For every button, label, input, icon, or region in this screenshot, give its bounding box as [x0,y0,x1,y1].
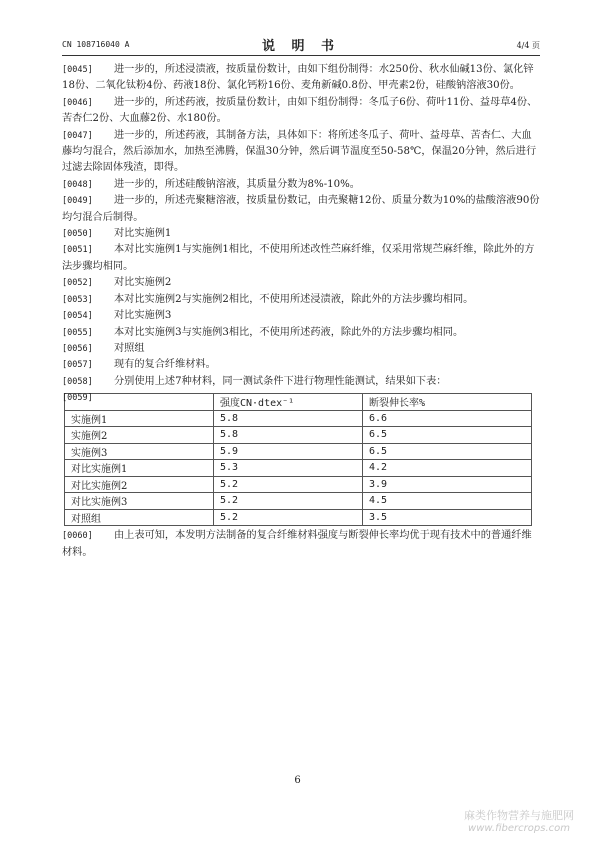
paragraph-0054 [62,308,540,324]
paragraph-text: 对比实施例3 [114,310,172,322]
paragraph-0048 [62,177,540,193]
table-cell: 3.5 [363,509,532,526]
table-cell: 6.6 [363,410,532,427]
table-row [65,509,532,526]
paragraph-0047 [62,128,540,177]
paragraph-0052 [62,275,540,291]
paragraph-text: 本对比实施例2与实施例2相比，不使用所述浸渍液，除此外的方法步骤均相同。 [114,293,474,305]
site-watermark [449,807,589,834]
paragraph-number: [0058] [62,376,93,387]
paragraph-number: [0048] [62,179,93,190]
table-row [65,493,532,510]
table-row [65,476,532,493]
table-header-row [65,394,532,411]
paragraph-number: [0057] [62,360,93,371]
table-cell: 5.8 [214,427,363,444]
results-table [64,393,532,526]
table-header-cell: 强度CN·dtex⁻¹ [214,394,363,411]
table-cell: 实施例1 [65,410,214,427]
paragraph-0055 [62,325,540,341]
paragraph-0045 [62,62,540,95]
table-cell: 5.2 [214,476,363,493]
table-row [65,460,532,477]
table-cell: 4.2 [363,460,532,477]
paragraph-0053 [62,292,540,308]
paragraph-0057 [62,357,540,373]
paragraph-0049 [62,193,540,226]
paragraph-text: 本对比实施例3与实施例3相比，不使用所述药液，除此外的方法步骤均相同。 [114,326,464,338]
publication-number: CN 108716040 A [62,40,130,49]
paragraph-0051 [62,242,540,275]
paragraph-text: 进一步的，所述壳聚糖溶液，按质量份数记，由壳聚糖12份、质量分数为10%的盐酸溶液90份均匀混合后制得。 [62,195,540,223]
paragraph-number: [0051] [62,245,93,256]
table-cell: 实施例3 [65,443,214,460]
table-cell: 6.5 [363,443,532,460]
table-cell: 6.5 [363,427,532,444]
table-cell: 4.5 [363,493,532,510]
table-header-cell: 断裂伸长率% [363,394,532,411]
paragraph-number: [0054] [62,311,93,322]
page-info: 4/4 页 [516,41,540,50]
document-title: 说 明 书 [261,39,341,54]
paragraph-number: [0060] [62,531,93,542]
paragraph-text: 对比实施例2 [114,277,172,289]
paragraph-number: [0052] [62,278,93,289]
table-cell: 5.9 [214,443,363,460]
table-row [65,427,532,444]
paragraph-number: [0053] [62,294,93,305]
paragraph-text: 对比实施例1 [114,228,172,240]
paragraph-0050 [62,226,540,242]
table-cell: 5.2 [214,509,363,526]
paragraph-number: [0045] [62,65,93,75]
page-number: 6 [294,775,301,786]
paragraph-0046 [62,95,540,128]
page-header [62,35,540,56]
paragraph-number: [0047] [62,130,93,141]
table-cell: 5.2 [214,493,363,510]
paragraph-0056 [62,341,540,357]
paragraph-number: [0056] [62,343,93,354]
watermark-title: 麻类作物营养与施肥网 [464,809,574,822]
paragraph-text: 进一步的，所述浸渍液，按质量份数计，由如下组份制得：水250份、秋水仙碱13份、氯化锌18份、二氧化钛粉4份、药液18份、氯化钙粉16份、麦角新碱0.8份、甲壳素2份，硅酸钠溶液30份。 [62,64,534,92]
paragraph-text: 由上表可知，本发明方法制备的复合纤维材料强度与断裂伸长率均优于现有技术中的普通纤维材料。 [62,530,532,558]
paragraph-0060 [62,528,540,561]
table-cell: 对比实施例2 [65,476,214,493]
paragraph-text: 进一步的，所述硅酸钠溶液，其质量分数为8%-10%。 [114,178,360,190]
paragraph-number: [0059] [62,393,93,404]
table-cell: 5.3 [214,460,363,477]
paragraph-number: [0050] [62,229,93,240]
table-cell: 5.8 [214,410,363,427]
table-cell: 对比实施例3 [65,493,214,510]
paragraph-text: 现有的复合纤维材料。 [114,359,216,371]
paragraph-text: 分别使用上述7种材料，同一测试条件下进行物理性能测试，结果如下表： [114,375,447,387]
paragraph-text: 对照组 [114,342,145,354]
table-cell: 3.9 [363,476,532,493]
table-cell: 对比实施例1 [65,460,214,477]
paragraph-number: [0055] [62,327,93,338]
table-row [65,443,532,460]
paragraph-text: 本对比实施例1与实施例1相比，不使用所述改性苎麻纤维，仅采用常规苎麻纤维，除此外的方法步骤均相同。 [62,244,535,272]
paragraph-0058 [62,374,540,390]
watermark-url: www.fibercrops.com [468,823,570,834]
document-body [62,62,540,561]
paragraph-text: 进一步的，所述药液，其制备方法，具体如下：将所述冬瓜子、荷叶、益母草、苦杏仁、大血藤均匀混合，然后添加水，加热至沸腾，保温30分钟，然后调节温度至50-58℃，保温20分钟，然后进行过滤去除固体残渣，即得。 [62,129,537,174]
table-cell: 实施例2 [65,427,214,444]
paragraph-number: [0046] [62,97,93,108]
table-row [65,410,532,427]
paragraph-number: [0049] [62,196,93,207]
paragraph-text: 进一步的，所述药液，按质量份数计，由如下组份制得：冬瓜子6份、荷叶11份、益母草4份、苦杏仁2份、大血藤2份、水180份。 [62,96,538,125]
table-cell: 对照组 [65,509,214,526]
